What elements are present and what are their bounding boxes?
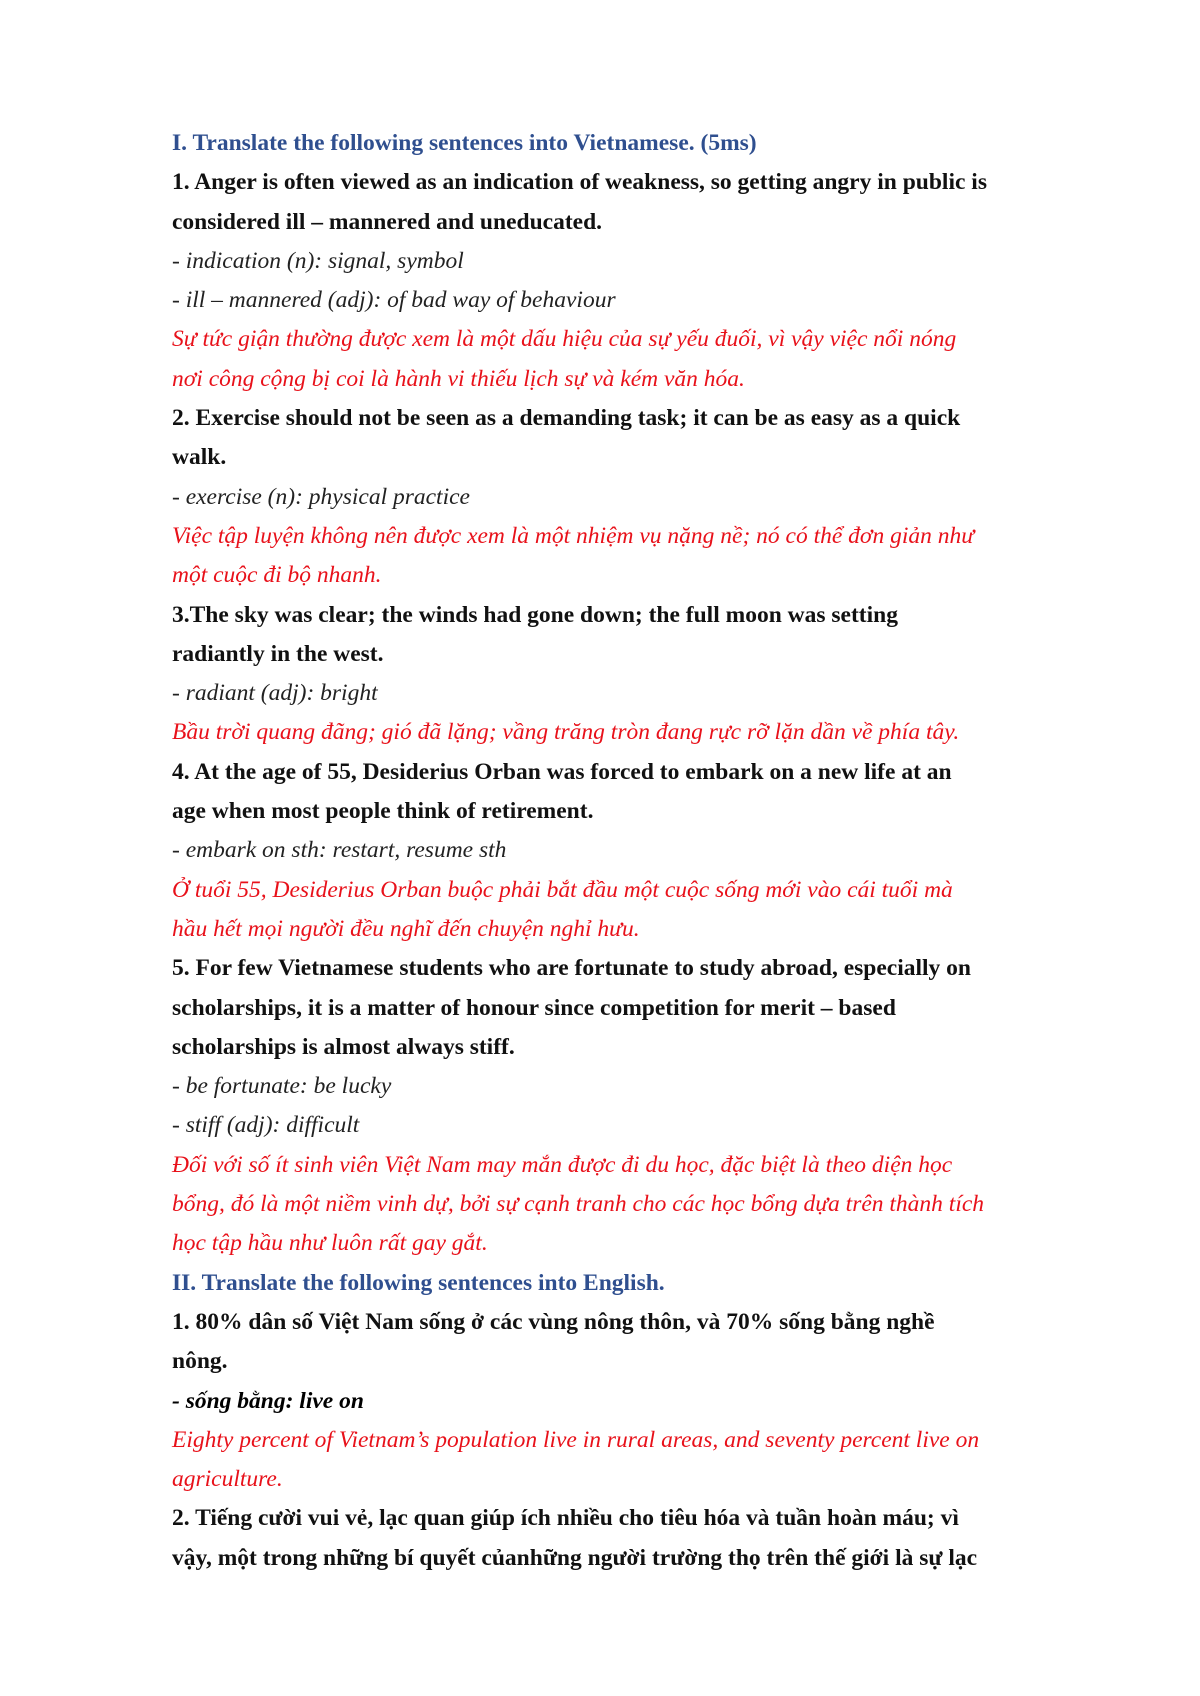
question-text: 1. 80% dân số Việt Nam sống ở các vùng nông thôn, và 70% sống bằng nghề <box>172 1308 935 1335</box>
question-text: nông. <box>172 1348 228 1375</box>
translation-answer: Bầu trời quang đãng; gió đã lặng; vầng trăng tròn đang rực rỡ lặn dần về phía tây. <box>172 719 960 746</box>
document-page <box>172 124 1092 1578</box>
vocabulary-note: - ill – mannered (adj): of bad way of behaviour <box>172 287 616 314</box>
question-text: walk. <box>172 444 227 471</box>
translation-answer: một cuộc đi bộ nhanh. <box>172 562 382 589</box>
vocabulary-note: - stiff (adj): difficult <box>172 1112 360 1139</box>
question-text: vậy, một trong những bí quyết củanhững người trường thọ trên thế giới là sự lạc <box>172 1544 978 1571</box>
question-text: scholarships, it is a matter of honour since competition for merit – based <box>172 994 896 1021</box>
translation-answer: Ở tuổi 55, Desiderius Orban buộc phải bắt đầu một cuộc sống mới vào cái tuổi mà <box>172 876 953 903</box>
vocabulary-note: - sống bằng: live on <box>172 1387 364 1414</box>
vocabulary-note: - embark on sth: restart, resume sth <box>172 837 507 864</box>
question-text: age when most people think of retirement. <box>172 798 594 825</box>
section-heading: I. Translate the following sentences into Vietnamese. (5ms) <box>172 130 757 156</box>
question-text: 4. At the age of 55, Desiderius Orban was forced to embark on a new life at an <box>172 758 952 785</box>
question-text: 1. Anger is often viewed as an indication of weakness, so getting angry in public is <box>172 169 987 196</box>
question-text: radiantly in the west. <box>172 640 384 667</box>
question-text: considered ill – mannered and uneducated. <box>172 208 603 235</box>
translation-answer: học tập hầu như luôn rất gay gắt. <box>172 1230 488 1257</box>
question-text: 2. Tiếng cười vui vẻ, lạc quan giúp ích nhiều cho tiêu hóa và tuần hoàn máu; vì <box>172 1505 959 1532</box>
question-text: 2. Exercise should not be seen as a demanding task; it can be as easy as a quick <box>172 405 961 432</box>
vocabulary-note: - radiant (adj): bright <box>172 680 378 707</box>
section-heading: II. Translate the following sentences into English. <box>172 1269 665 1296</box>
translation-answer: Việc tập luyện không nên được xem là một nhiệm vụ nặng nề; nó có thể đơn giản như <box>172 522 975 549</box>
question-text: scholarships is almost always stiff. <box>172 1033 515 1060</box>
question-text: 3.The sky was clear; the winds had gone down; the full moon was setting <box>172 601 898 628</box>
translation-answer: bổng, đó là một niềm vinh dự, bởi sự cạnh tranh cho các học bổng dựa trên thành tích <box>172 1191 985 1218</box>
question-text: 5. For few Vietnamese students who are fortunate to study abroad, especially on <box>172 955 971 982</box>
translation-answer: Sự tức giận thường được xem là một dấu hiệu của sự yếu đuối, vì vậy việc nổi nóng <box>172 326 957 353</box>
translation-answer: Eighty percent of Vietnam’s population live in rural areas, and seventy percent live on <box>172 1426 980 1453</box>
translation-answer: nơi công cộng bị coi là hành vi thiếu lịch sự và kém văn hóa. <box>172 365 745 392</box>
translation-answer: agriculture. <box>172 1466 283 1493</box>
vocabulary-note: - be fortunate: be lucky <box>172 1073 392 1100</box>
vocabulary-note: - exercise (n): physical practice <box>172 483 470 510</box>
translation-answer: hầu hết mọi người đều nghĩ đến chuyện nghỉ hưu. <box>172 915 640 942</box>
vocabulary-note: - indication (n): signal, symbol <box>172 247 464 274</box>
translation-answer: Đối với số ít sinh viên Việt Nam may mắn được đi du học, đặc biệt là theo diện học <box>172 1151 953 1178</box>
